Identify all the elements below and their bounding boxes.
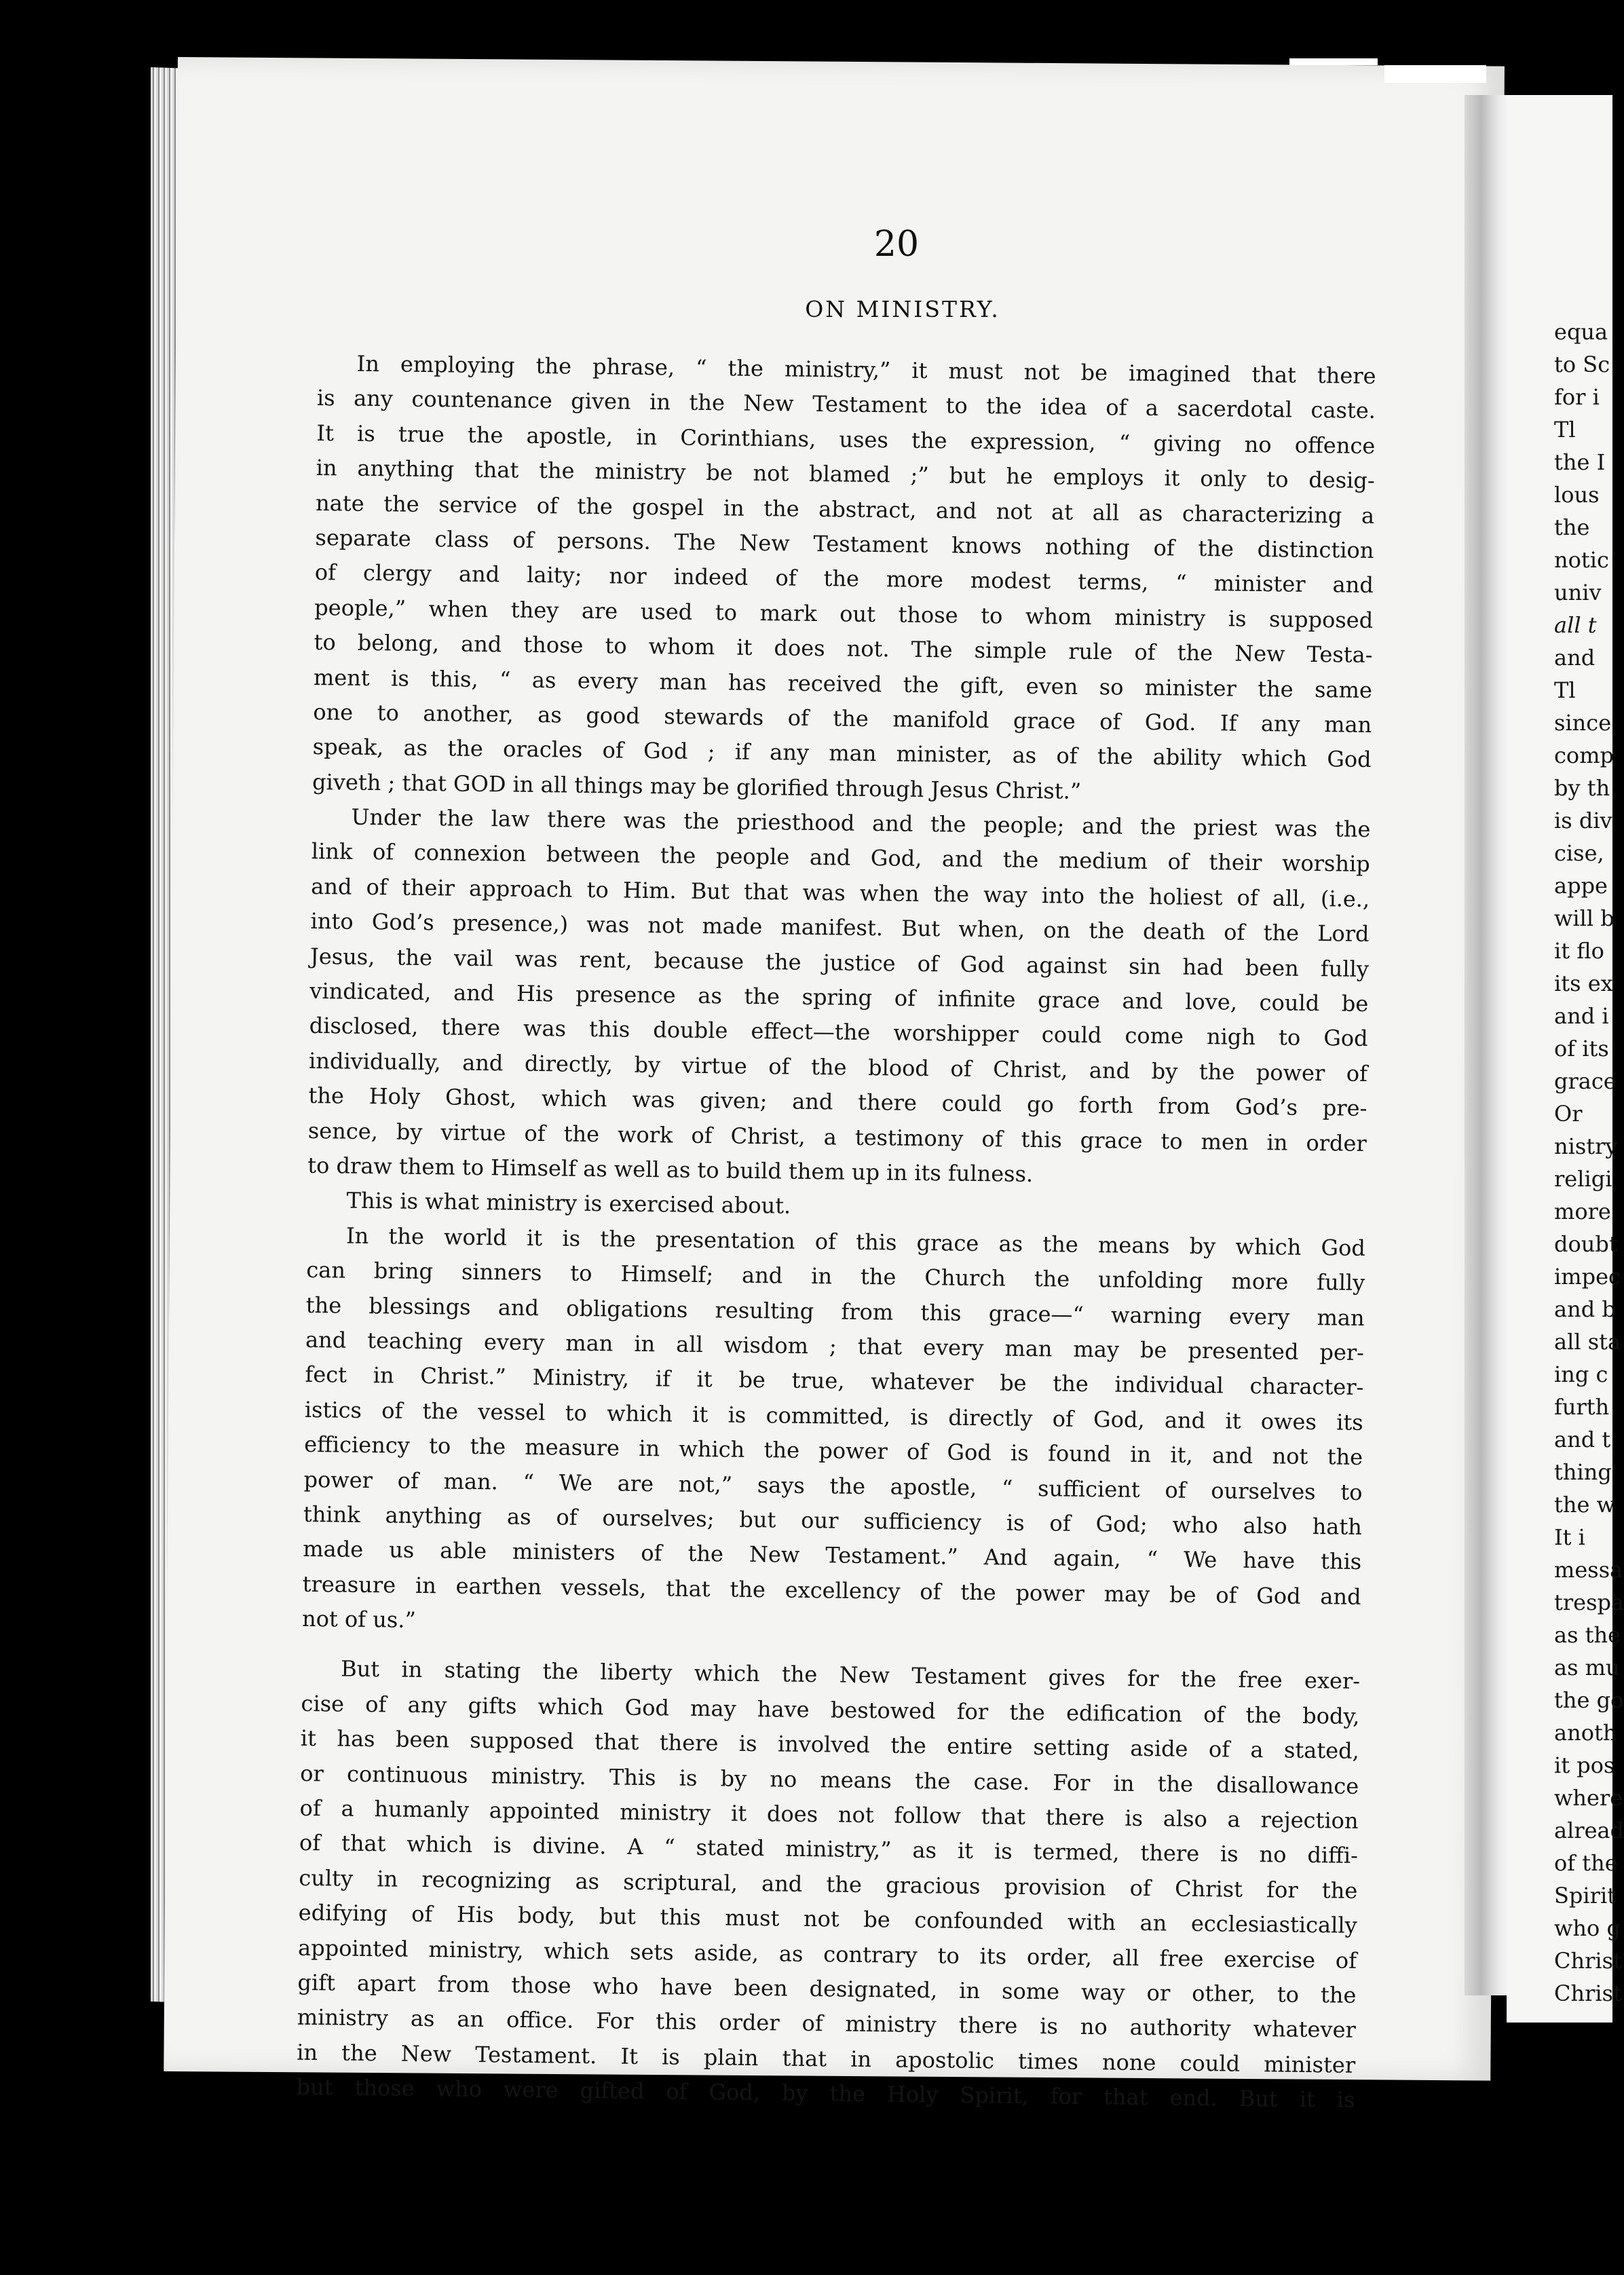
scan-artifact: [1384, 65, 1486, 83]
text-line: In employing the phrase, “ the ministry,” it must not be imagined that there: [356, 350, 1376, 390]
margin-fragment: nistry: [1554, 1133, 1618, 1159]
text-line: and teaching every man in all wisdom ; that every man may be presented per-: [305, 1326, 1365, 1366]
margin-fragment: the I: [1554, 449, 1606, 475]
text-line: istics of the vessel to which it is committed, is directly of God, and it owes its: [304, 1396, 1363, 1435]
margin-fragment: the: [1554, 514, 1590, 540]
margin-fragment: grace: [1554, 1068, 1617, 1094]
text-line: But in stating the liberty which the New Testament gives for the free exer-: [340, 1656, 1361, 1695]
margin-fragment: since: [1554, 710, 1612, 736]
text-line: This is what ministry is exercised about.: [346, 1187, 791, 1219]
text-line: it has been supposed that there is involved the entire setting aside of a stated,: [300, 1725, 1360, 1765]
text-line: or continuous ministry. This is by no means the case. For in the disallowance: [300, 1760, 1359, 1799]
text-line: the Holy Ghost, which was given; and there could go forth from God’s pre-: [308, 1083, 1367, 1122]
margin-fragment: furth: [1554, 1394, 1610, 1420]
margin-fragment: cise,: [1554, 840, 1604, 866]
margin-fragment: doubt: [1554, 1231, 1618, 1257]
margin-fragment: Or: [1554, 1101, 1583, 1127]
margin-fragment: Tl: [1554, 677, 1576, 703]
margin-fragment: It i: [1554, 1524, 1585, 1550]
margin-fragment: religi: [1554, 1166, 1612, 1192]
page-heading: ON MINISTRY.: [805, 296, 1000, 322]
margin-fragment: it pos: [1554, 1752, 1615, 1778]
text-line: cise of any gifts which God may have bestowed for the edification of the body,: [301, 1690, 1360, 1729]
margin-fragment: all t: [1554, 612, 1597, 638]
margin-fragment: as mu: [1554, 1655, 1620, 1680]
text-line: into God’s presence,) was not made manifest. But when, on the death of the Lord: [310, 908, 1370, 947]
text-line: vindicated, and His presence as the spring of infinite grace and love, could be: [309, 977, 1369, 1017]
margin-fragment: is div: [1554, 808, 1612, 833]
margin-fragment: who g: [1554, 1915, 1621, 1941]
margin-fragment: it flo: [1554, 938, 1604, 964]
margin-fragment: anoth: [1554, 1720, 1617, 1746]
text-line: of a humanly appointed ministry it does not follow that there is also a rejection: [299, 1794, 1359, 1834]
body-text: [296, 346, 1376, 2118]
text-line: nate the service of the gospel in the abstract, and not at all as characterizing a: [315, 489, 1375, 529]
text-line: but those who were gifted of God, by the Holy Spirit, for that end. But it is: [296, 2073, 1355, 2113]
text-line: speak, as the oracles of God ; if any man minister, as of the ability which God: [312, 734, 1372, 773]
text-line: the blessings and obligations resulting from this grace—“ warning every man: [305, 1292, 1365, 1331]
text-line: to draw them to Himself as well as to build them up in its fulness.: [307, 1152, 1034, 1187]
text-line: gift apart from those who have been designated, in some way or other, to the: [297, 1969, 1357, 2008]
margin-fragment: Tl: [1554, 417, 1576, 443]
margin-fragment: alread: [1554, 1818, 1624, 1843]
text-line: Under the law there was the priesthood and the people; and the priest was the: [351, 804, 1371, 843]
text-line: people,” when they are used to mark out those to whom ministry is supposed: [314, 594, 1374, 633]
text-line: Jesus, the vail was rent, because the justice of God against sin had been fully: [309, 943, 1370, 982]
margin-fragment: and t: [1554, 1427, 1611, 1452]
text-line: giveth ; that GOD in all things may be glorified through Jesus Christ.”: [311, 768, 1082, 804]
margin-fragment: Christ: [1554, 1948, 1622, 1974]
margin-fragment: lous: [1554, 482, 1600, 508]
margin-fragment: univ: [1554, 580, 1602, 605]
margin-fragment: trespa: [1554, 1590, 1624, 1615]
text-line: efficiency to the measure in which the power of God is found in it, and not the: [303, 1431, 1363, 1471]
margin-fragment: Christ: [1554, 1980, 1622, 2006]
margin-fragment: impec: [1554, 1264, 1621, 1290]
text-line: individually, and directly, by virtue of the blood of Christ, and by the power of: [308, 1047, 1368, 1087]
margin-fragment: as the: [1554, 1622, 1621, 1648]
text-line: link of connexion between the people and God, and the medium of their worship: [311, 838, 1371, 878]
margin-fragment: and i: [1554, 1003, 1609, 1029]
margin-fragment: notic: [1554, 547, 1609, 573]
text-line: culty in recognizing as scriptural, and the gracious provision of Christ for the: [299, 1864, 1358, 1904]
text-line: power of man. “ We are not,” says the apostle, “ sufficient of ourselves to: [303, 1466, 1363, 1505]
text-line: is any countenance given in the New Testament to the idea of a sacerdotal caste.: [316, 385, 1376, 424]
margin-fragment: comp: [1554, 742, 1614, 768]
margin-fragment: of the: [1554, 1850, 1618, 1876]
text-line: treasure in earthen vessels, that the excellency of the power may be of God and: [302, 1571, 1361, 1610]
text-line: one to another, as good stewards of the manifold grace of God. If any man: [313, 698, 1372, 738]
margin-fragment: to Sc: [1554, 352, 1610, 377]
text-line: In the world it is the presentation of this grace as the means by which God: [345, 1222, 1366, 1261]
text-line: in anything that the ministry be not blamed ;” but he employs it only to desig-: [316, 455, 1375, 494]
text-line: sence, by virtue of the work of Christ, a testimony of this grace to men in order: [307, 1117, 1367, 1157]
margin-fragment: Spirit: [1554, 1883, 1617, 1909]
margin-fragment: the w: [1554, 1492, 1615, 1518]
margin-fragment: of its: [1554, 1036, 1609, 1061]
text-line: ment is this, “ as every man has received the gift, even so minister the same: [313, 664, 1373, 703]
margin-fragment: all sta: [1554, 1329, 1621, 1355]
text-line: in the New Testament. It is plain that in apostolic times none could minister: [297, 2039, 1356, 2078]
text-line: fect in Christ.” Ministry, if it be true, whatever be the individual character-: [305, 1361, 1364, 1401]
text-line: disclosed, there was this double effect—the worshipper could come nigh to God: [309, 1013, 1368, 1052]
margin-fragment: appe: [1554, 873, 1608, 899]
text-line: ministry as an office. For this order of ministry there is no authority whatever: [297, 2004, 1357, 2044]
book-gutter: [1465, 95, 1512, 1995]
text-line: think anything as of ourselves; but our sufficiency is of God; who also hath: [303, 1501, 1363, 1540]
text-line: of that which is divine. A “ stated ministry,” as it is termed, there is no diffi-: [299, 1830, 1359, 1869]
margin-fragment: its ex: [1554, 971, 1613, 996]
margin-fragment: and b: [1554, 1296, 1616, 1322]
text-line: to belong, and those to whom it does not. The simple rule of the New Testa-: [314, 629, 1373, 669]
margin-fragment: more: [1554, 1199, 1611, 1224]
margin-fragment: messa: [1554, 1557, 1623, 1583]
page-number: 20: [873, 224, 920, 265]
text-line: not of us.”: [301, 1605, 417, 1633]
margin-fragment: the go: [1554, 1687, 1624, 1713]
margin-fragment: by th: [1554, 775, 1610, 801]
margin-fragment: ing c: [1554, 1361, 1608, 1387]
text-line: and of their approach to Him. But that was when the way into the holiest of all, (i.e.,: [311, 873, 1370, 912]
text-line: edifying of His body, but this must not be confounded with an ecclesiastically: [298, 1900, 1357, 1939]
text-line: of clergy and laity; nor indeed of the more modest terms, “ minister and: [314, 559, 1374, 599]
text-line: separate class of persons. The New Testament knows nothing of the distinction: [315, 524, 1374, 563]
margin-fragment: for i: [1554, 384, 1600, 410]
margin-fragment: and: [1554, 645, 1595, 671]
text-line: can bring sinners to Himself; and in the Church the unfolding more fully: [306, 1257, 1365, 1296]
text-line: appointed ministry, which sets aside, as contrary to its order, all free exercise of: [297, 1934, 1357, 1974]
margin-fragment: thing: [1554, 1459, 1612, 1485]
margin-fragment: where: [1554, 1785, 1623, 1811]
margin-fragment: will b: [1554, 905, 1614, 931]
margin-fragment: equa: [1554, 319, 1608, 345]
text-line: It is true the apostle, in Corinthians, uses the expression, “ giving no offence: [316, 419, 1376, 459]
text-line: made us able ministers of the New Testament.” And again, “ We have this: [303, 1536, 1362, 1575]
scan-artifact: [1289, 58, 1378, 65]
